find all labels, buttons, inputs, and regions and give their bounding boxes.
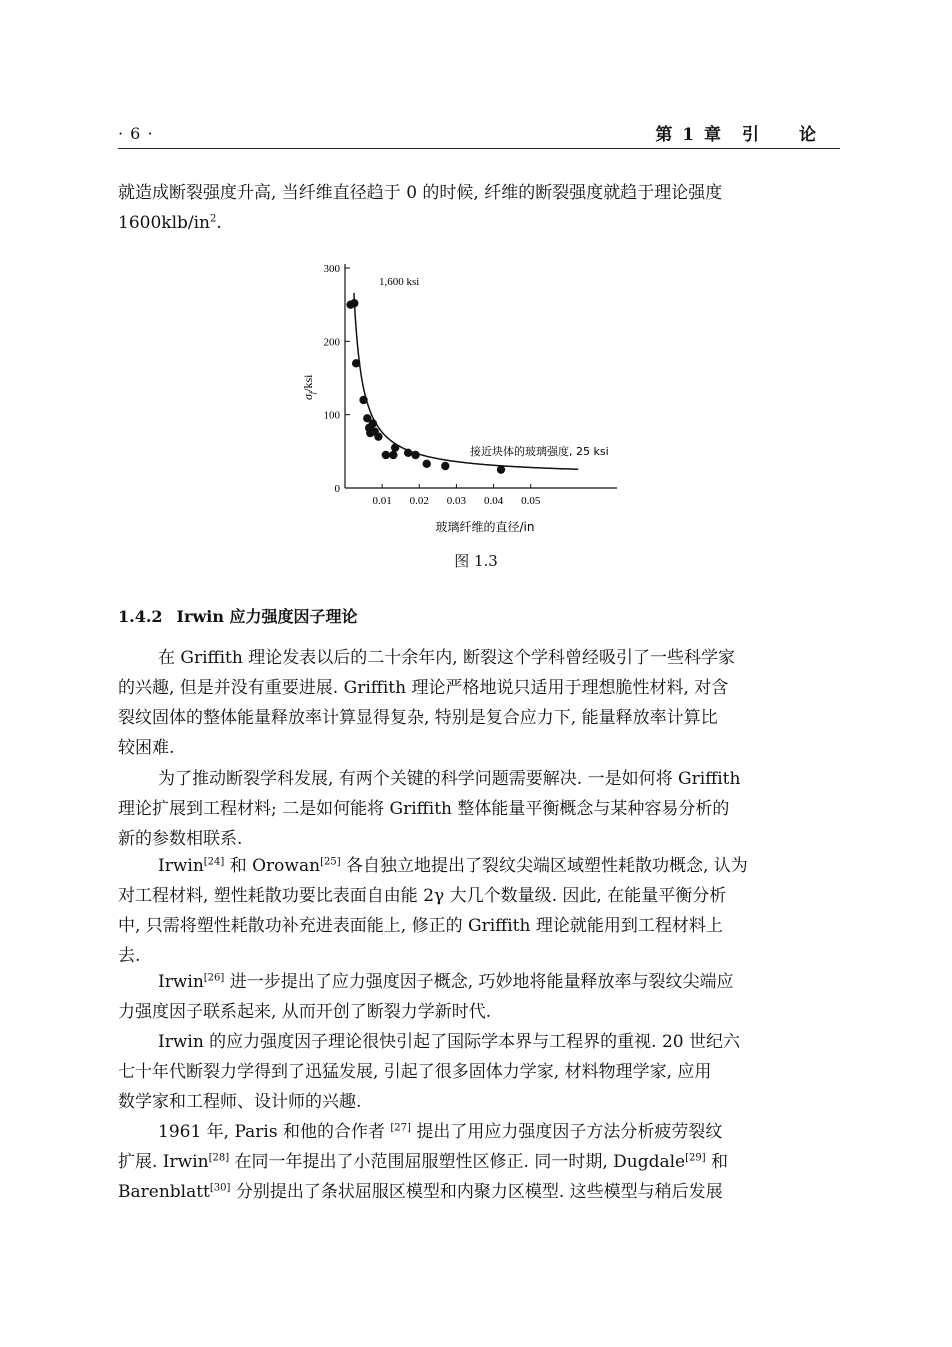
running-header xyxy=(118,120,840,148)
paragraph-2 xyxy=(118,764,840,854)
x-axis-label: 玻璃纤维的直径/in xyxy=(435,520,535,534)
data-point xyxy=(352,359,360,367)
text-line: 力强度因子联系起来, 从而开创了断裂力学新时代. xyxy=(118,1002,492,1022)
paragraph-1 xyxy=(118,643,840,763)
text-run: 扩展. Irwin xyxy=(118,1152,209,1172)
citation: [25] xyxy=(320,856,341,868)
paragraph-6 xyxy=(118,1117,840,1207)
intro-paragraph xyxy=(118,178,840,238)
text-run: 在同一年提出了小范围屈服塑性区修正. 同一时期, Dugdale xyxy=(229,1152,686,1172)
text-line: 的兴趣, 但是并没有重要进展. Griffith 理论严格地说只适用于理想脆性材料, 对含 xyxy=(118,678,729,698)
data-point xyxy=(411,451,419,459)
header-rule xyxy=(118,148,840,149)
section-title: Irwin 应力强度因子理论 xyxy=(176,607,358,626)
data-point xyxy=(389,451,397,459)
figure-caption: 图 1.3 xyxy=(454,552,498,570)
y-label-subscript: f xyxy=(308,391,317,395)
superscript: 2 xyxy=(210,213,217,225)
annotation-right: 接近块体的玻璃强度, 25 ksi xyxy=(470,445,609,458)
data-point xyxy=(441,462,449,470)
text-line: 中, 只需将塑性耗散功补充进表面能上, 修正的 Griffith 理论就能用到工程材料上 xyxy=(118,916,723,936)
y-label-symbol: σ xyxy=(301,394,315,400)
paragraph-5 xyxy=(118,1027,840,1117)
text-run: 1961 年, Paris 和他的合作者 xyxy=(158,1122,391,1142)
text-line: 理论扩展到工程材料; 二是如何能将 Griffith 整体能量平衡概念与某种容易分析的 xyxy=(118,799,730,819)
text-run: Irwin xyxy=(158,972,204,992)
fit-curve xyxy=(354,293,578,469)
citation: [28] xyxy=(208,1152,230,1164)
text-line: 去. xyxy=(118,946,141,966)
text-run: 分别提出了条状屈服区模型和内聚力区模型. 这些模型与稍后发展 xyxy=(230,1182,723,1202)
y-tick-label: 100 xyxy=(323,409,340,422)
text-run: 和 xyxy=(705,1152,729,1172)
data-point xyxy=(391,443,399,451)
y-label-unit: /ksi xyxy=(301,374,315,392)
data-point xyxy=(350,299,358,307)
text-line xyxy=(118,1177,840,1207)
text-line: Irwin 的应力强度因子理论很快引起了国际学本界与工程界的重视. 20 世纪六 xyxy=(158,1032,741,1052)
text-line: 就造成断裂强度升高, 当纤维直径趋于 0 的时候, 纤维的断裂强度就趋于理论强度 xyxy=(118,183,723,203)
citation: [29] xyxy=(685,1152,706,1164)
citation: [24] xyxy=(203,856,225,868)
data-point xyxy=(382,451,390,459)
text-line: 较困难. xyxy=(118,738,175,758)
text-run: 提出了用应力强度因子方法分析疲劳裂纹 xyxy=(410,1122,723,1142)
x-tick-label: 0.04 xyxy=(483,495,504,507)
section-number: 1.4.2 xyxy=(118,607,163,626)
text-line: 七十年代断裂力学得到了迅猛发展, 引起了很多固体力学家, 材料物理学家, 应用 xyxy=(118,1062,712,1082)
chart-svg xyxy=(300,248,700,548)
chapter-title: 第 1 章 引 论 xyxy=(655,125,818,145)
y-tick-label: 0 xyxy=(334,483,340,495)
text-run: 1600klb/in xyxy=(118,213,210,233)
data-point xyxy=(423,460,431,468)
text-run: Irwin xyxy=(158,856,204,876)
text-line xyxy=(118,1147,840,1177)
x-tick-label: 0.05 xyxy=(521,495,541,507)
text-line: 新的参数相联系. xyxy=(118,829,243,849)
text-run: 各自独立地提出了裂纹尖端区域塑性耗散功概念, 认为 xyxy=(340,856,748,876)
text-line xyxy=(118,967,840,997)
text-run: . xyxy=(216,213,222,233)
citation: [27] xyxy=(390,1122,411,1134)
text-line: 为了推动断裂学科发展, 有两个关键的科学问题需要解决. 一是如何将 Griffith xyxy=(158,769,741,789)
text-run: 进一步提出了应力强度因子概念, 巧妙地将能量释放率与裂纹尖端应 xyxy=(224,972,734,992)
y-axis-label xyxy=(301,374,317,400)
text-line xyxy=(118,851,840,881)
data-point xyxy=(374,432,382,440)
y-tick-label: 200 xyxy=(323,336,340,349)
y-tick-label: 300 xyxy=(323,263,340,275)
data-point xyxy=(497,465,505,473)
text-line: 数学家和工程师、设计师的兴趣. xyxy=(118,1092,362,1112)
text-line: 裂纹固体的整体能量释放率计算显得复杂, 特别是复合应力下, 能量释放率计算比 xyxy=(118,708,718,728)
text-line xyxy=(118,1117,840,1147)
x-tick-label: 0.01 xyxy=(372,495,392,507)
paragraph-4 xyxy=(118,967,840,1027)
text-line: 在 Griffith 理论发表以后的二十余年内, 断裂这个学科曾经吸引了一些科学家 xyxy=(158,648,736,668)
paragraph-3 xyxy=(118,851,840,971)
citation: [26] xyxy=(203,972,225,984)
text-run: Barenblatt xyxy=(118,1182,210,1202)
data-point xyxy=(369,419,377,427)
text-line: 对工程材料, 塑性耗散功要比表面自由能 2γ 大几个数量级. 因此, 在能量平衡分析 xyxy=(118,886,727,906)
annotation-top: 1,600 ksi xyxy=(379,276,420,288)
fit-curve-path xyxy=(354,293,578,469)
figure-chart xyxy=(300,248,700,548)
text-run: 和 Orowan xyxy=(224,856,321,876)
x-tick-label: 0.03 xyxy=(446,495,467,507)
text-line xyxy=(118,208,840,238)
data-point xyxy=(359,396,367,404)
data-point xyxy=(404,449,412,457)
citation: [30] xyxy=(209,1182,231,1194)
x-tick-label: 0.02 xyxy=(409,495,429,507)
page-number: · 6 · xyxy=(118,124,154,143)
section-heading xyxy=(118,604,358,627)
